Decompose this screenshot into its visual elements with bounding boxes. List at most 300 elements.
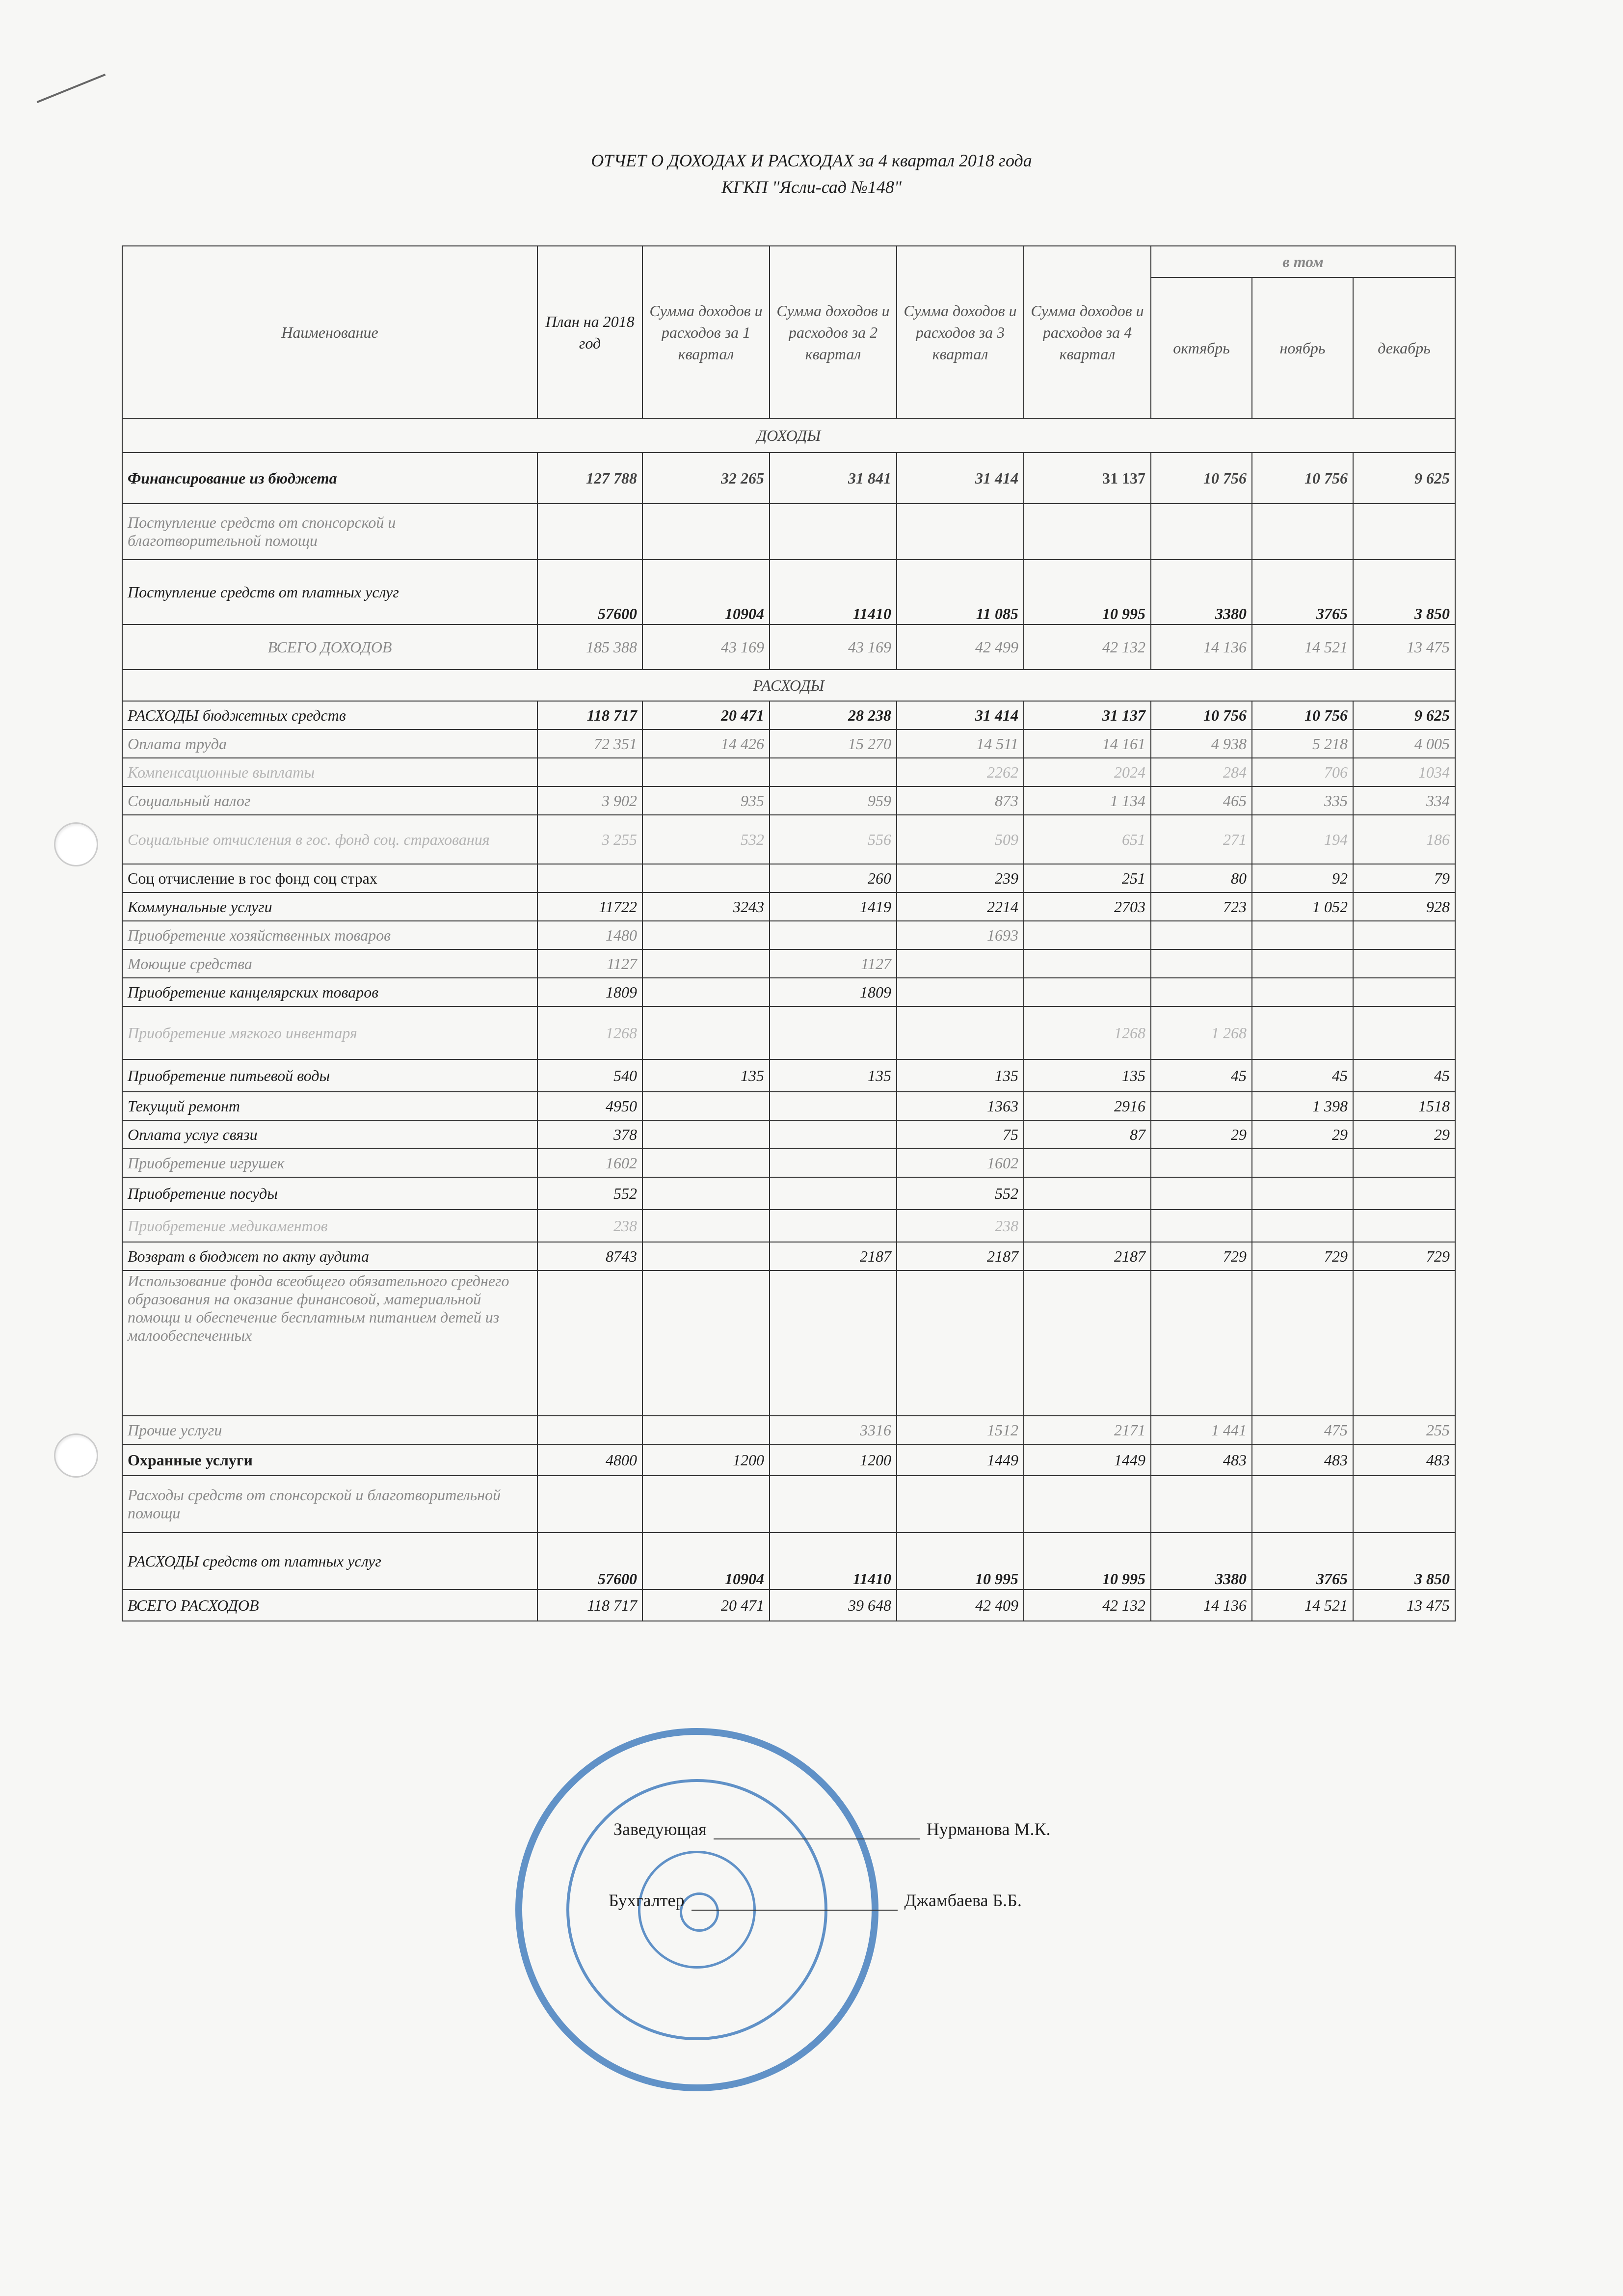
income-q4: 31 137 [1024, 453, 1151, 504]
expense-q3: 31 414 [897, 701, 1024, 729]
expense-name: Компенсационные выплаты [122, 758, 537, 786]
income-m1: 10 756 [1151, 453, 1252, 504]
expense-q4: 135 [1024, 1059, 1151, 1092]
expense-m2: 10 756 [1252, 701, 1353, 729]
report-subtitle: КГКП "Ясли-сад №148" [721, 177, 902, 197]
expense-q4: 1268 [1024, 1006, 1151, 1059]
expense-q2 [770, 1006, 897, 1059]
head-signature-line [714, 1822, 920, 1839]
expense-m3: 483 [1353, 1444, 1455, 1476]
expense-m1 [1151, 1177, 1252, 1210]
report-header [0, 147, 1623, 200]
expense-q4: 42 132 [1024, 1590, 1151, 1621]
expense-m3 [1353, 978, 1455, 1006]
expense-plan: 1127 [537, 949, 642, 978]
expense-q4 [1024, 1149, 1151, 1177]
expense-q2: 1127 [770, 949, 897, 978]
expense-row [122, 1444, 1455, 1476]
expense-q4: 2024 [1024, 758, 1151, 786]
expense-plan [537, 1416, 642, 1444]
expense-q1: 20 471 [642, 1590, 770, 1621]
col-header-october: октябрь [1151, 277, 1252, 418]
expense-q3: 2262 [897, 758, 1024, 786]
income-q3 [897, 504, 1024, 560]
expense-name: Приобретение мягкого инвентаря [122, 1006, 537, 1059]
expense-q3 [897, 1006, 1024, 1059]
expense-m1: 3380 [1151, 1533, 1252, 1590]
expense-row [122, 1059, 1455, 1092]
expense-row [122, 1270, 1455, 1416]
expense-q2 [770, 1270, 897, 1416]
expense-name: Приобретение медикаментов [122, 1210, 537, 1242]
expense-q3: 10 995 [897, 1533, 1024, 1590]
income-q2: 43 169 [770, 624, 897, 670]
expense-row [122, 1177, 1455, 1210]
income-m2: 10 756 [1252, 453, 1353, 504]
expense-q1 [642, 758, 770, 786]
expense-name: Приобретение питьевой воды [122, 1059, 537, 1092]
expense-q2: 39 648 [770, 1590, 897, 1621]
expense-name: Приобретение канцелярских товаров [122, 978, 537, 1006]
expense-q4 [1024, 1476, 1151, 1533]
income-m3: 13 475 [1353, 624, 1455, 670]
expense-plan: 118 717 [537, 701, 642, 729]
expense-m2 [1252, 1149, 1353, 1177]
expense-q2: 959 [770, 786, 897, 815]
expense-name: Текущий ремонт [122, 1092, 537, 1120]
expense-q4: 87 [1024, 1120, 1151, 1149]
expense-q1 [642, 921, 770, 949]
expense-row [122, 1416, 1455, 1444]
expense-q4 [1024, 978, 1151, 1006]
expense-q2 [770, 1210, 897, 1242]
expense-q1: 3243 [642, 892, 770, 921]
expense-plan: 1809 [537, 978, 642, 1006]
expense-q2: 11410 [770, 1533, 897, 1590]
income-row [122, 560, 1455, 624]
expense-name: Социальные отчисления в гос. фонд соц. страхования [122, 815, 537, 864]
expense-m1: 29 [1151, 1120, 1252, 1149]
income-q2: 11410 [770, 560, 897, 624]
expense-name: Приобретение хозяйственных товаров [122, 921, 537, 949]
expense-m2: 1 052 [1252, 892, 1353, 921]
expense-q2: 2187 [770, 1242, 897, 1270]
income-m1 [1151, 504, 1252, 560]
expense-m3 [1353, 1270, 1455, 1416]
expense-row [122, 1092, 1455, 1120]
expense-m2: 475 [1252, 1416, 1353, 1444]
expense-m2 [1252, 1177, 1353, 1210]
expense-plan: 378 [537, 1120, 642, 1149]
expense-name: Использование фонда всеобщего обязательного среднего образования на оказание финансовой, материальной помощи и обеспечение бесплатным питанием детей из малообеспеченных [122, 1270, 537, 1416]
income-q2 [770, 504, 897, 560]
expense-row [122, 1120, 1455, 1149]
expense-q1 [642, 978, 770, 1006]
signature-accountant [609, 1890, 1022, 1911]
expense-m3: 255 [1353, 1416, 1455, 1444]
income-m3 [1353, 504, 1455, 560]
section-expense: РАСХОДЫ [122, 670, 1455, 701]
expense-m2 [1252, 1006, 1353, 1059]
expense-q2: 260 [770, 864, 897, 892]
expense-name: Приобретение посуды [122, 1177, 537, 1210]
income-q3: 42 499 [897, 624, 1024, 670]
expense-m3: 928 [1353, 892, 1455, 921]
expense-plan: 1602 [537, 1149, 642, 1177]
income-m2: 14 521 [1252, 624, 1353, 670]
income-q3: 31 414 [897, 453, 1024, 504]
expense-m1: 10 756 [1151, 701, 1252, 729]
signature-head [613, 1819, 1051, 1839]
expense-name: Оплата услуг связи [122, 1120, 537, 1149]
col-header-group: в том [1151, 246, 1455, 277]
col-header-q3: Сумма доходов и расходов за 3 квартал [897, 246, 1024, 418]
expense-q1: 1200 [642, 1444, 770, 1476]
expense-q3 [897, 1476, 1024, 1533]
accountant-label: Бухгалтер [609, 1891, 685, 1910]
expense-q2: 28 238 [770, 701, 897, 729]
header-row [122, 246, 1455, 277]
report-table [122, 245, 1456, 1621]
expense-plan: 57600 [537, 1533, 642, 1590]
expense-row [122, 978, 1455, 1006]
expense-q2: 3316 [770, 1416, 897, 1444]
expense-q1 [642, 1177, 770, 1210]
expense-q2: 556 [770, 815, 897, 864]
expense-q2 [770, 1149, 897, 1177]
punch-hole-bottom [54, 1433, 98, 1478]
expense-m3: 729 [1353, 1242, 1455, 1270]
expense-q1: 532 [642, 815, 770, 864]
expense-m3: 186 [1353, 815, 1455, 864]
expense-m3: 29 [1353, 1120, 1455, 1149]
expense-q4: 2916 [1024, 1092, 1151, 1120]
income-q1 [642, 504, 770, 560]
expense-name: Приобретение игрушек [122, 1149, 537, 1177]
expense-row [122, 786, 1455, 815]
expense-m1: 80 [1151, 864, 1252, 892]
expense-m2 [1252, 1476, 1353, 1533]
income-name: Поступление средств от платных услуг [122, 560, 537, 624]
expense-m1: 1 441 [1151, 1416, 1252, 1444]
expense-q1 [642, 864, 770, 892]
expense-q1 [642, 1416, 770, 1444]
expense-q1 [642, 1242, 770, 1270]
expense-m3: 4 005 [1353, 729, 1455, 758]
income-q4: 42 132 [1024, 624, 1151, 670]
expense-m1: 284 [1151, 758, 1252, 786]
expense-q1: 14 426 [642, 729, 770, 758]
expense-m1 [1151, 1092, 1252, 1120]
expense-plan: 1268 [537, 1006, 642, 1059]
expense-q2: 135 [770, 1059, 897, 1092]
expense-row [122, 815, 1455, 864]
expense-q4: 14 161 [1024, 729, 1151, 758]
expense-q4 [1024, 921, 1151, 949]
expense-m3: 1034 [1353, 758, 1455, 786]
expense-m3: 13 475 [1353, 1590, 1455, 1621]
expense-row [122, 949, 1455, 978]
col-header-q4: Сумма доходов и расходов за 4 квартал [1024, 246, 1151, 418]
section-row-income [122, 418, 1455, 453]
expense-plan: 11722 [537, 892, 642, 921]
expense-q1 [642, 1270, 770, 1416]
income-plan: 127 788 [537, 453, 642, 504]
expense-q4 [1024, 1270, 1151, 1416]
expense-q4: 251 [1024, 864, 1151, 892]
expense-q3: 1449 [897, 1444, 1024, 1476]
expense-m2 [1252, 1210, 1353, 1242]
head-label: Заведующая [613, 1819, 707, 1839]
expense-m3: 79 [1353, 864, 1455, 892]
expense-q2 [770, 1476, 897, 1533]
expense-name: Соц отчисление в гос фонд соц страх [122, 864, 537, 892]
income-name: Финансирование из бюджета [122, 453, 537, 504]
expense-q3: 14 511 [897, 729, 1024, 758]
expense-q2: 1419 [770, 892, 897, 921]
expense-q2: 1809 [770, 978, 897, 1006]
expense-m2: 729 [1252, 1242, 1353, 1270]
expense-q4: 651 [1024, 815, 1151, 864]
expense-q3: 42 409 [897, 1590, 1024, 1621]
expense-name: Прочие услуги [122, 1416, 537, 1444]
expense-plan: 118 717 [537, 1590, 642, 1621]
col-header-q1: Сумма доходов и расходов за 1 квартал [642, 246, 770, 418]
expense-m2 [1252, 921, 1353, 949]
expense-m1: 723 [1151, 892, 1252, 921]
expense-q1: 20 471 [642, 701, 770, 729]
expense-q2 [770, 758, 897, 786]
expense-m3 [1353, 921, 1455, 949]
expense-name: РАСХОДЫ бюджетных средств [122, 701, 537, 729]
income-q4 [1024, 504, 1151, 560]
income-m3: 9 625 [1353, 453, 1455, 504]
accountant-name: Джамбаева Б.Б. [904, 1891, 1022, 1910]
col-header-plan: План на 2018 год [537, 246, 642, 418]
expense-row [122, 864, 1455, 892]
expense-m3 [1353, 949, 1455, 978]
expense-m2: 483 [1252, 1444, 1353, 1476]
expense-q4: 31 137 [1024, 701, 1151, 729]
expense-q3: 552 [897, 1177, 1024, 1210]
expense-m3 [1353, 1210, 1455, 1242]
expense-q1 [642, 1476, 770, 1533]
expense-row [122, 729, 1455, 758]
expense-q2 [770, 1092, 897, 1120]
expense-name: Социальный налог [122, 786, 537, 815]
col-header-november: ноябрь [1252, 277, 1353, 418]
income-q1: 43 169 [642, 624, 770, 670]
income-name: Поступление средств от спонсорской и благотворительной помощи [122, 504, 537, 560]
expense-m3: 1518 [1353, 1092, 1455, 1120]
expense-q3 [897, 978, 1024, 1006]
expense-m2: 92 [1252, 864, 1353, 892]
income-row [122, 624, 1455, 670]
expense-m3: 45 [1353, 1059, 1455, 1092]
expense-m2: 706 [1252, 758, 1353, 786]
expense-q4 [1024, 1177, 1151, 1210]
expense-q3: 135 [897, 1059, 1024, 1092]
expense-q4: 1 134 [1024, 786, 1151, 815]
expense-plan [537, 1476, 642, 1533]
expense-m1: 483 [1151, 1444, 1252, 1476]
expense-m1: 729 [1151, 1242, 1252, 1270]
col-header-december: декабрь [1353, 277, 1455, 418]
expense-q1 [642, 1006, 770, 1059]
expense-m3: 334 [1353, 786, 1455, 815]
expense-q1 [642, 1149, 770, 1177]
expense-m1: 465 [1151, 786, 1252, 815]
expense-q4: 2703 [1024, 892, 1151, 921]
income-name: ВСЕГО ДОХОДОВ [122, 624, 537, 670]
income-q1: 10904 [642, 560, 770, 624]
income-q3: 11 085 [897, 560, 1024, 624]
expense-plan [537, 1270, 642, 1416]
expense-q3 [897, 1270, 1024, 1416]
expense-m1: 1 268 [1151, 1006, 1252, 1059]
expense-plan: 3 902 [537, 786, 642, 815]
report-title: ОТЧЕТ О ДОХОДАХ И РАСХОДАХ за 4 квартал 2018 года [591, 151, 1032, 170]
expense-m1 [1151, 1476, 1252, 1533]
expense-q1: 10904 [642, 1533, 770, 1590]
expense-plan: 4950 [537, 1092, 642, 1120]
expense-q2 [770, 1120, 897, 1149]
expense-q4 [1024, 949, 1151, 978]
expense-m2: 194 [1252, 815, 1353, 864]
expense-m1: 14 136 [1151, 1590, 1252, 1621]
expense-m1: 45 [1151, 1059, 1252, 1092]
expense-q3: 1363 [897, 1092, 1024, 1120]
expense-m1 [1151, 949, 1252, 978]
section-row-expense [122, 670, 1455, 701]
expense-q1 [642, 1092, 770, 1120]
expense-m3: 3 850 [1353, 1533, 1455, 1590]
expense-m1: 271 [1151, 815, 1252, 864]
expense-plan: 4800 [537, 1444, 642, 1476]
expense-plan [537, 758, 642, 786]
expense-q1: 135 [642, 1059, 770, 1092]
income-row [122, 504, 1455, 560]
expense-q3: 873 [897, 786, 1024, 815]
income-q1: 32 265 [642, 453, 770, 504]
expense-m2 [1252, 1270, 1353, 1416]
expense-m2: 1 398 [1252, 1092, 1353, 1120]
expense-m2: 29 [1252, 1120, 1353, 1149]
expense-m2 [1252, 949, 1353, 978]
income-m2 [1252, 504, 1353, 560]
expense-name: Охранные услуги [122, 1444, 537, 1476]
head-name: Нурманова М.К. [926, 1819, 1051, 1839]
expense-row [122, 892, 1455, 921]
expense-name: Коммунальные услуги [122, 892, 537, 921]
income-row [122, 453, 1455, 504]
expense-q2 [770, 1177, 897, 1210]
col-header-q2: Сумма доходов и расходов за 2 квартал [770, 246, 897, 418]
expense-m1: 4 938 [1151, 729, 1252, 758]
expense-m3: 9 625 [1353, 701, 1455, 729]
expense-plan: 1480 [537, 921, 642, 949]
income-m1: 3380 [1151, 560, 1252, 624]
expense-q3: 238 [897, 1210, 1024, 1242]
expense-q4: 2187 [1024, 1242, 1151, 1270]
expense-m2: 5 218 [1252, 729, 1353, 758]
expense-m2 [1252, 978, 1353, 1006]
income-plan [537, 504, 642, 560]
expense-name: Возврат в бюджет по акту аудита [122, 1242, 537, 1270]
expense-q2 [770, 921, 897, 949]
expense-q3: 239 [897, 864, 1024, 892]
pen-mark [37, 74, 106, 103]
expense-q4: 1449 [1024, 1444, 1151, 1476]
expense-row [122, 758, 1455, 786]
income-m1: 14 136 [1151, 624, 1252, 670]
expense-row [122, 1590, 1455, 1621]
accountant-signature-line [692, 1893, 898, 1911]
expense-row [122, 1210, 1455, 1242]
expense-q1: 935 [642, 786, 770, 815]
expense-m1 [1151, 1270, 1252, 1416]
expense-m2: 3765 [1252, 1533, 1353, 1590]
expense-name: Расходы средств от спонсорской и благотворительной помощи [122, 1476, 537, 1533]
expense-row [122, 1006, 1455, 1059]
expense-q3: 1693 [897, 921, 1024, 949]
expense-m2: 14 521 [1252, 1590, 1353, 1621]
expense-name: ВСЕГО РАСХОДОВ [122, 1590, 537, 1621]
expense-row [122, 1476, 1455, 1533]
expense-q3: 1512 [897, 1416, 1024, 1444]
income-plan: 57600 [537, 560, 642, 624]
expense-m3 [1353, 1476, 1455, 1533]
punch-hole-top [54, 822, 98, 866]
expense-m2: 335 [1252, 786, 1353, 815]
expense-q4: 10 995 [1024, 1533, 1151, 1590]
expense-name: Моющие средства [122, 949, 537, 978]
expense-q3: 2187 [897, 1242, 1024, 1270]
expense-name: РАСХОДЫ средств от платных услуг [122, 1533, 537, 1590]
expense-q3 [897, 949, 1024, 978]
expense-m1 [1151, 921, 1252, 949]
expense-q1 [642, 949, 770, 978]
expense-q3: 75 [897, 1120, 1024, 1149]
expense-m3 [1353, 1006, 1455, 1059]
expense-row [122, 921, 1455, 949]
expense-q4: 2171 [1024, 1416, 1151, 1444]
expense-q3: 2214 [897, 892, 1024, 921]
expense-m1 [1151, 1210, 1252, 1242]
expense-row [122, 701, 1455, 729]
expense-row [122, 1533, 1455, 1590]
expense-row [122, 1149, 1455, 1177]
expense-row [122, 1242, 1455, 1270]
expense-q3: 1602 [897, 1149, 1024, 1177]
expense-plan: 3 255 [537, 815, 642, 864]
income-q4: 10 995 [1024, 560, 1151, 624]
income-m2: 3765 [1252, 560, 1353, 624]
expense-q4 [1024, 1210, 1151, 1242]
income-m3: 3 850 [1353, 560, 1455, 624]
expense-q1 [642, 1120, 770, 1149]
expense-plan: 238 [537, 1210, 642, 1242]
income-plan: 185 388 [537, 624, 642, 670]
expense-q2: 1200 [770, 1444, 897, 1476]
expense-plan [537, 864, 642, 892]
expense-m2: 45 [1252, 1059, 1353, 1092]
expense-q3: 509 [897, 815, 1024, 864]
col-header-name: Наименование [122, 246, 537, 418]
expense-m1 [1151, 1149, 1252, 1177]
expense-m3 [1353, 1177, 1455, 1210]
expense-q1 [642, 1210, 770, 1242]
